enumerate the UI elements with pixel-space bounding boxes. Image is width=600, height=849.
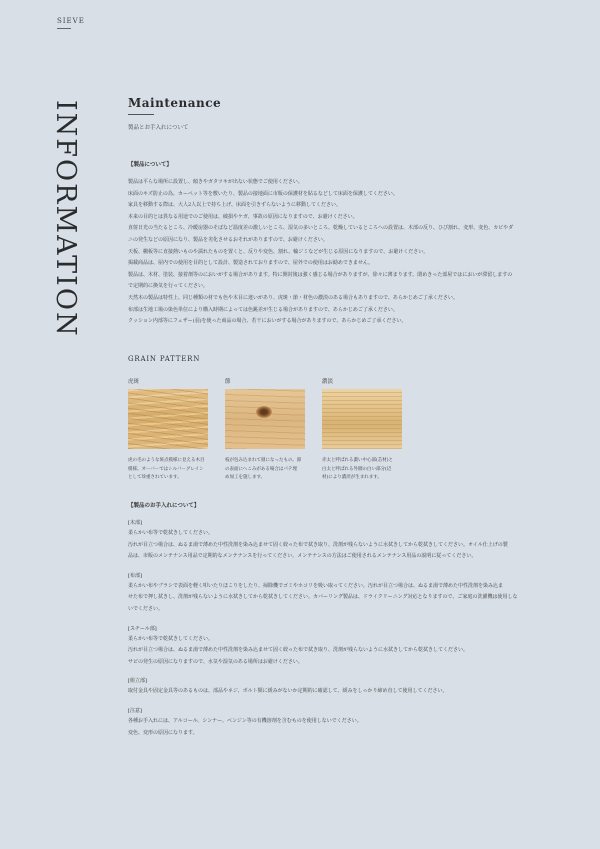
care-group-label: [組立部] bbox=[128, 678, 147, 685]
products-text bbox=[128, 177, 548, 328]
vertical-page-title: INFORMATION bbox=[50, 100, 81, 338]
grain-description bbox=[128, 457, 208, 483]
text-line: 床面のキズ防止の為、カーペット等を敷いたり、製品の接地面に市販の保護材を貼るなどして床面を保護してください。 bbox=[128, 190, 398, 197]
text-line: 汚れが目立つ場合は、ぬるま湯で薄めた中性洗剤を染み込ませて固く絞った布で拭き取り、洗剤が残らないように水拭きしてから乾拭きしてください。 bbox=[128, 647, 469, 654]
desc-line: 白太と呼ばれる外側の白い部分(辺 bbox=[322, 466, 392, 472]
text-line: 柔らかい布等で乾拭きしてください。 bbox=[128, 530, 214, 536]
care-group-label: [木部] bbox=[128, 520, 142, 526]
care-section bbox=[128, 501, 548, 739]
grain-label: 濃淡 bbox=[322, 379, 334, 385]
text-line: 各種お手入れには、アルコール、シンナー、ベンジン等の有機溶剤を含むものを使用しないでください。 bbox=[128, 717, 362, 724]
products-heading: 【製品について】 bbox=[128, 162, 172, 168]
text-line: いでください。 bbox=[128, 605, 164, 612]
care-group-label: [布部] bbox=[128, 572, 142, 579]
grain-label: 節 bbox=[225, 379, 231, 385]
grain-pattern-title: GRAIN PATTERN bbox=[128, 355, 201, 363]
text-line: サビの発生の原因になりますので、水気や湿気のある場所はお避けください。 bbox=[128, 658, 303, 665]
desc-line: 虎の毛のような斑点模様に見える木目 bbox=[128, 458, 205, 463]
maintenance-section bbox=[128, 96, 548, 328]
text-line: 汚れが目立つ場合は、ぬるま湯で薄めた中性洗剤を染み込ませて固く絞った布で拭き取り、洗剤が残らないように水拭きしてから乾拭きしてください。オイル仕上げの製 bbox=[128, 541, 508, 548]
text-line: 製品は、木材、塗装、接着剤等のにおいがする場合があります。特に開封後は強く感じる場合がありますが、徐々に薄まります。閉めきった部屋ではにおいが滞留しますの bbox=[128, 271, 513, 278]
section-title: Maintenance bbox=[128, 96, 222, 110]
care-group-label: [注意] bbox=[128, 707, 142, 714]
care-group-label: [スチール部] bbox=[128, 625, 157, 632]
desc-line: として珍重されています。 bbox=[128, 475, 182, 480]
wood-swatch-image bbox=[128, 389, 208, 449]
brand-underline bbox=[57, 28, 71, 29]
desc-line: の表面にへこみがある場合はパテ埋 bbox=[225, 466, 297, 472]
text-line: 本来の目的とは異なる用途でのご使用は、破損やケガ、事故の原因になりますので、お避けください。 bbox=[128, 213, 358, 220]
desc-line: め加工を施します。 bbox=[225, 475, 266, 480]
desc-line: 模様。オーバーではシルバーグレイン bbox=[128, 466, 204, 472]
grain-item-shade bbox=[322, 377, 402, 483]
care-heading: 【製品のお手入れについて】 bbox=[128, 503, 200, 509]
grain-description bbox=[225, 457, 305, 483]
wood-swatch-image bbox=[225, 389, 305, 449]
care-group-text bbox=[128, 528, 548, 563]
text-line: 天然木の製品は特性上、同じ種類の材でも色や木目に違いがあり、虎斑・節・材色の濃淡のある場合もありますので、あらかじめご了承ください。 bbox=[128, 294, 458, 301]
text-line: せた布で押し拭きし、洗剤が残らないように水拭きしてから乾拭きしてください。カバーリング製品は、ドライクリーニング対応となりますので、ご家庭の洗濯機は使用しな bbox=[128, 594, 518, 601]
text-line: 布部は生地工場の染色単位により購入時期によっては色跳差が生じる場合がありますので、あらかじめご了承ください。 bbox=[128, 306, 398, 313]
grain-item-knot bbox=[225, 377, 305, 483]
text-line: 製品は平らな場所に設置し、傾きやガタツキが出ない状態でご使用ください。 bbox=[128, 179, 303, 185]
desc-line: 赤太と呼ばれる濃い中心部(芯材)と bbox=[322, 458, 394, 463]
section-rule bbox=[128, 114, 154, 115]
text-line: で定期的に換気を行ってください。 bbox=[128, 283, 209, 290]
text-line: 掲載商品は、屋内での使用を目的として設計、製造されておりますので、屋外での使用はお勧めできません。 bbox=[128, 260, 374, 267]
text-line: 変色、変形の原因になります。 bbox=[128, 729, 198, 736]
desc-line: 枝が包み込まれて層になったもの。節 bbox=[225, 458, 302, 463]
text-line: 家具を移動する際は、大人2人以上で持ち上げ、床面を引きずらないように移動してください。 bbox=[128, 202, 341, 209]
text-line: 品は、市販のメンテナンス用品で定期的なメンテナンスを行ってください。メンテナンスの方法はご使用されるメンテナンス用品の説明に従ってください。 bbox=[128, 553, 477, 560]
knot-mark bbox=[256, 406, 272, 418]
care-group-text bbox=[128, 581, 548, 616]
brand-logo: SIEVE bbox=[57, 17, 85, 25]
text-line: クッション内部等にフェザー(羽)を使った商品の場合、若干においがする場合がありますので、あらかじめご了承ください。 bbox=[128, 318, 407, 325]
text-line: 取付金具や固定金具等のあるものは、部品やネジ、ボルト類に緩みがないか定期的に確認して、緩みをしっかり締め直して使用してください。 bbox=[128, 688, 448, 695]
text-line: 天板、棚板等に直接熱いものや濡れたものを置くと、反りや変色、割れ、輪ジミなどが生じる原因になりますので、お避けください。 bbox=[128, 248, 429, 255]
care-group-text bbox=[128, 686, 548, 698]
care-group-text bbox=[128, 634, 548, 669]
text-line: 柔らかい布やブラシで表面を軽く叩いたりほこりをしたり、掃除機でゴミやホコリを吸い取ってください。汚れが目立つ場合は、ぬるま湯で薄めた中性洗剤を染み込ま bbox=[128, 582, 504, 589]
text-line: 直射日光の当たるところ、冷暖房器のそばなど温度差の激しいところ、湿気の多いところ、乾燥しているところへの設置は、木部の反り、ひび割れ、変形、変色、カビやダ bbox=[128, 225, 514, 232]
text-line: 柔らかい布等で乾拭きしてください。 bbox=[128, 635, 214, 642]
desc-line: 材)により濃淡が生まれます。 bbox=[322, 475, 382, 480]
care-group-text bbox=[128, 716, 548, 739]
grain-item-tofu bbox=[128, 377, 208, 483]
grain-label: 虎斑 bbox=[128, 379, 140, 385]
wood-swatch-image bbox=[322, 389, 402, 449]
section-subtitle: 製品とお手入れについて bbox=[128, 125, 189, 131]
grain-description bbox=[322, 457, 402, 483]
text-line: ニの発生などの原因になり、製品を劣化させるおそれがありますので、お避けください。 bbox=[128, 236, 328, 243]
